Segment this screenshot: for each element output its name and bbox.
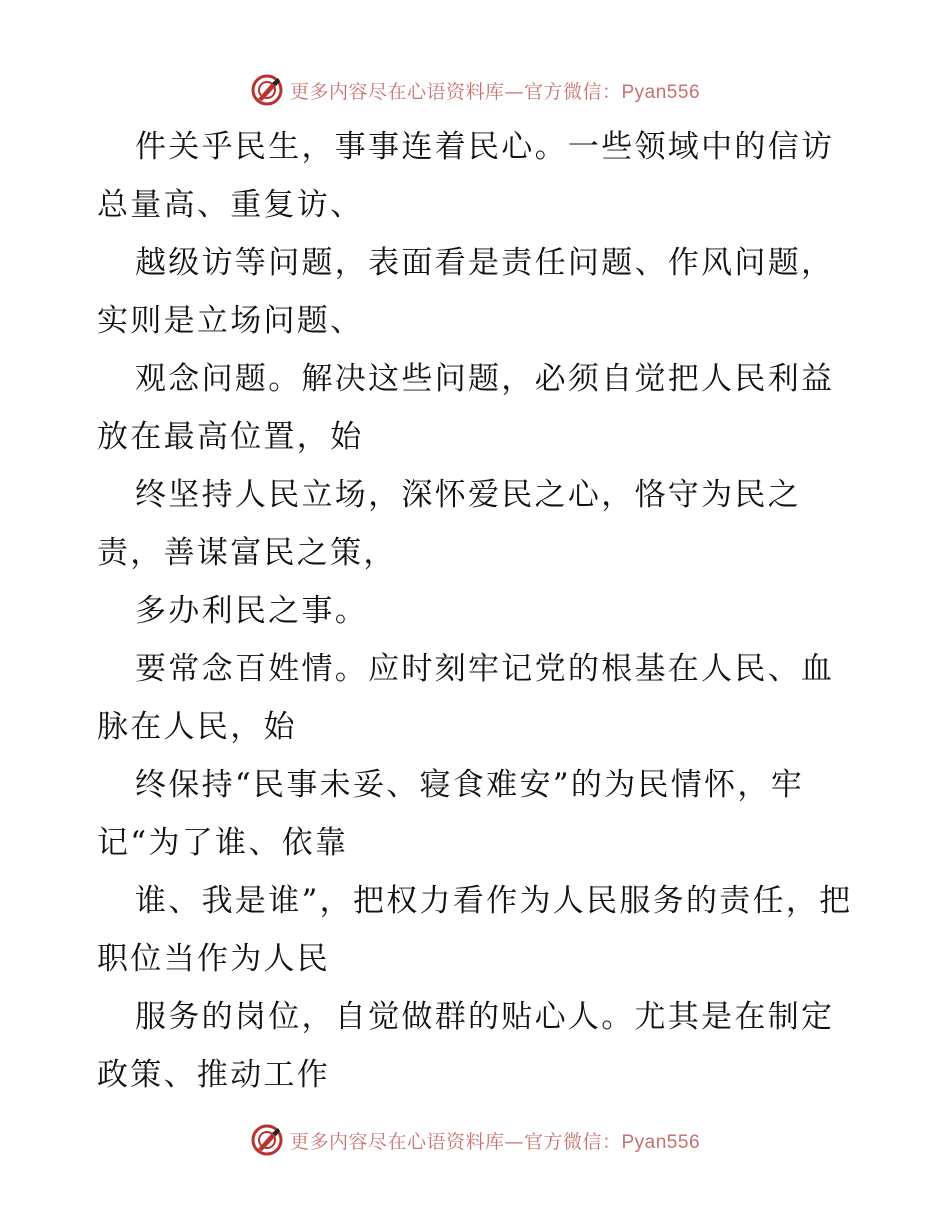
header-banner [0,72,950,108]
pen-nib-logo-icon [250,73,284,107]
body-paragraph-8: 谁、我是谁”，把权力看作为人民服务的责任，把职位当作为人民 [97,883,853,977]
body-paragraph-3: 观念问题。解决这些问题，必须自觉把人民利益放在最高位置，始 [97,361,835,455]
document-body [97,118,857,1104]
footer-banner-cn: 更多内容尽在心语资料库—官方微信： [289,1130,622,1153]
body-paragraph-1: 件关乎民生，事事连着民心。一些领域中的信访总量高、重复访、 [97,129,835,223]
pen-nib-logo-icon [250,1123,284,1157]
body-paragraph-5: 多办利民之事。 [135,593,369,629]
header-banner-cn: 更多内容尽在心语资料库—官方微信： [289,80,622,103]
footer-banner [0,1122,950,1158]
body-paragraph-9: 服务的岗位，自觉做群的贴心人。尤其是在制定政策、推动工作 [97,999,835,1093]
footer-banner-wechat-id: Pyan556 [621,1131,701,1153]
body-paragraph-6: 要常念百姓情。应时刻牢记党的根基在人民、血脉在人民，始 [97,651,835,745]
footer-banner-text [290,1127,700,1154]
header-banner-text [290,77,700,104]
header-banner-wechat-id: Pyan556 [621,81,701,103]
body-paragraph-7: 终保持“民事未妥、寝食难安”的为民情怀，牢记“为了谁、依靠 [97,767,804,861]
body-paragraph-4: 终坚持人民立场，深怀爱民之心，恪守为民之责，善谋富民之策， [97,477,801,571]
body-paragraph-2: 越级访等问题，表面看是责任问题、作风问题，实则是立场问题、 [97,245,835,339]
